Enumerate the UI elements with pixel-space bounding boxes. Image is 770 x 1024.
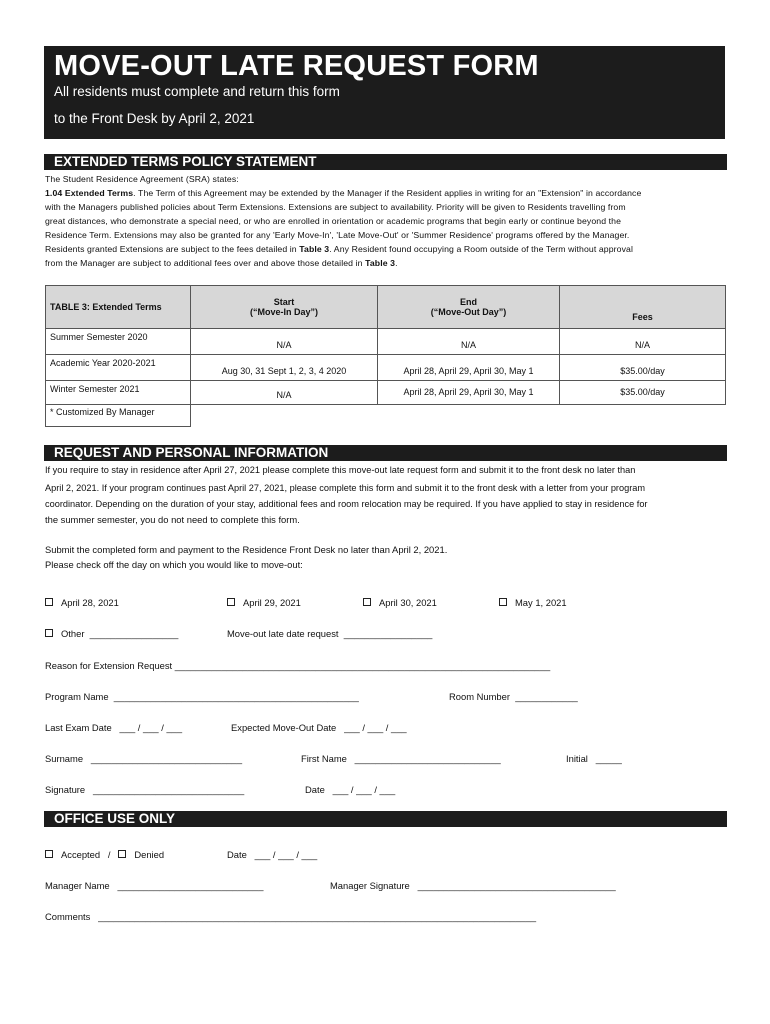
check-instruction: Please check off the day on which you would like to move-out: bbox=[45, 559, 303, 570]
office-date-row: Date ___ / ___ / ___ bbox=[227, 849, 318, 860]
policy-line-4: Residence Term. Extensions may also be granted for any 'Early Move-In', 'Late Move-Out' or 'Summer Residence' programs offered by the Manager. bbox=[45, 230, 630, 240]
table-reference: Table 3 bbox=[299, 244, 330, 254]
policy-line-5: Residents granted Extensions are subject to the fees detailed in Table 3. Any Resident found occupying a Room outside of the Term without approval bbox=[45, 244, 634, 254]
program-row: Program Name _______________________________________________ bbox=[45, 691, 359, 702]
table-reference: Table 3 bbox=[365, 258, 396, 268]
initial-field[interactable]: _____ bbox=[595, 753, 622, 764]
comments-row: Comments ____________________________________________________________________________________ bbox=[45, 911, 537, 922]
office-section-bar bbox=[44, 811, 727, 827]
option-april-30[interactable]: April 30, 2021 bbox=[363, 597, 437, 608]
table-row: Summer Semester 2020 N/A N/A N/A bbox=[46, 329, 726, 355]
comments-field[interactable]: ____________________________________________________________________________________ bbox=[98, 911, 537, 922]
reason-row: Reason for Extension Request ________________________________________________________________________ bbox=[45, 660, 551, 671]
manager-signature-field[interactable]: ______________________________________ bbox=[417, 880, 616, 891]
table-header-term: TABLE 3: Extended Terms bbox=[46, 286, 191, 329]
table-row: Academic Year 2020-2021 Aug 30, 31 Sept 1, 2, 3, 4 2020 April 28, April 29, April 30, May 1 $35.00/day bbox=[46, 355, 726, 381]
request-paragraph-line-2: April 2, 2021. If your program continues past April 27, 2021, please complete this form and submit it to the front desk with a letter from your program bbox=[45, 483, 646, 493]
manager-signature-row: Manager Signature ______________________________________ bbox=[330, 880, 616, 891]
request-section-bar bbox=[44, 445, 727, 461]
exam-date-field[interactable]: ___ / ___ / ___ bbox=[119, 722, 183, 733]
initial-row: Initial _____ bbox=[566, 753, 622, 764]
checkbox-icon[interactable] bbox=[363, 598, 371, 606]
reason-field[interactable]: ________________________________________________________________________ bbox=[174, 660, 551, 671]
checkbox-icon[interactable] bbox=[45, 598, 53, 606]
extended-terms-table bbox=[45, 285, 726, 427]
request-paragraph-line-1: If you require to stay in residence after April 27, 2021 please complete this move-out late request form and submit it to the front desk no later than bbox=[45, 465, 636, 475]
checkbox-icon[interactable] bbox=[45, 629, 53, 637]
policy-intro: The Student Residence Agreement (SRA) states: bbox=[45, 174, 239, 184]
room-number-field[interactable]: ____________ bbox=[515, 691, 578, 702]
policy-line-1: 1.04 Extended Terms. The Term of this Agreement may be extended by the Manager if the Resident applies in writing for an "Extension" in accordance bbox=[45, 188, 642, 198]
request-heading: REQUEST AND PERSONAL INFORMATION bbox=[48, 445, 336, 461]
table-header-fees: Fees bbox=[560, 286, 726, 329]
other-date-field[interactable]: _________________ bbox=[89, 628, 179, 639]
moveout-date-row: Expected Move-Out Date ___ / ___ / ___ bbox=[231, 722, 407, 733]
program-name-field[interactable]: _______________________________________________ bbox=[113, 691, 359, 702]
decision-row: Accepted / Denied bbox=[45, 849, 164, 860]
surname-row: Surname _____________________________ bbox=[45, 753, 243, 764]
policy-line-3: great distances, who demonstrate a special need, or who are enrolled in orientation or academic programs that begin early or continue beyond the bbox=[45, 216, 622, 226]
office-heading: OFFICE USE ONLY bbox=[48, 811, 183, 827]
table-row: Winter Semester 2021 N/A April 28, April 29, April 30, May 1 $35.00/day bbox=[46, 381, 726, 405]
table-header-end: End (“Move-Out Day”) bbox=[378, 286, 560, 329]
policy-heading: EXTENDED TERMS POLICY STATEMENT bbox=[48, 154, 325, 170]
moveout-date-field[interactable]: ___ / ___ / ___ bbox=[344, 722, 407, 733]
submit-instruction: Submit the completed form and payment to the Residence Front Desk no later than April 2, 2021. bbox=[45, 544, 448, 555]
policy-clause-title: 1.04 Extended Terms bbox=[45, 188, 134, 198]
manager-name-row: Manager Name ____________________________ bbox=[45, 880, 264, 891]
page-title: MOVE-OUT LATE REQUEST FORM bbox=[54, 50, 539, 82]
late-date-request-row: Move-out late date request _________________ bbox=[227, 628, 433, 639]
date-field[interactable]: ___ / ___ / ___ bbox=[332, 784, 396, 795]
policy-line-2: with the Managers published policies about Term Extensions. Extensions are subject to availability. Priority will be given to Residents travelling from bbox=[45, 202, 626, 212]
policy-line-6: from the Manager are subject to additional fees over and above those detailed in Table 3. bbox=[45, 258, 398, 268]
request-paragraph-line-3: coordinator. Depending on the duration of your stay, additional fees and room relocation may be required. If you have applied to stay in residence for bbox=[45, 499, 648, 509]
table-footnote: * Customized By Manager bbox=[46, 405, 191, 427]
exam-date-row: Last Exam Date ___ / ___ / ___ bbox=[45, 722, 183, 733]
option-april-28[interactable]: April 28, 2021 bbox=[45, 597, 119, 608]
date-row: Date ___ / ___ / ___ bbox=[305, 784, 396, 795]
first-name-field[interactable]: ____________________________ bbox=[354, 753, 501, 764]
accepted-option[interactable]: Accepted bbox=[45, 849, 100, 860]
option-other[interactable]: Other _________________ bbox=[45, 628, 178, 639]
late-date-field[interactable]: _________________ bbox=[343, 628, 433, 639]
signature-field[interactable]: _____________________________ bbox=[92, 784, 245, 795]
firstname-row: First Name ____________________________ bbox=[301, 753, 501, 764]
office-date-field[interactable]: ___ / ___ / ___ bbox=[254, 849, 318, 860]
checkbox-icon[interactable] bbox=[45, 850, 53, 858]
denied-option[interactable]: Denied bbox=[118, 849, 164, 860]
room-row: Room Number ____________ bbox=[449, 691, 578, 702]
option-may-1[interactable]: May 1, 2021 bbox=[499, 597, 567, 608]
page-subtitle-line2: to the Front Desk by April 2, 2021 bbox=[54, 111, 255, 126]
manager-name-field[interactable]: ____________________________ bbox=[117, 880, 264, 891]
checkbox-icon[interactable] bbox=[499, 598, 507, 606]
signature-row: Signature _____________________________ bbox=[45, 784, 245, 795]
page-subtitle-line1: All residents must complete and return this form bbox=[54, 84, 340, 99]
request-paragraph-line-4: the summer semester, you do not need to complete this form. bbox=[45, 514, 300, 525]
table-header-start: Start (“Move-In Day”) bbox=[191, 286, 378, 329]
table-footnote-row bbox=[46, 405, 726, 427]
surname-field[interactable]: _____________________________ bbox=[90, 753, 243, 764]
form-header bbox=[44, 46, 725, 139]
checkbox-icon[interactable] bbox=[118, 850, 126, 858]
policy-section-bar bbox=[44, 154, 727, 170]
option-april-29[interactable]: April 29, 2021 bbox=[227, 597, 301, 608]
checkbox-icon[interactable] bbox=[227, 598, 235, 606]
